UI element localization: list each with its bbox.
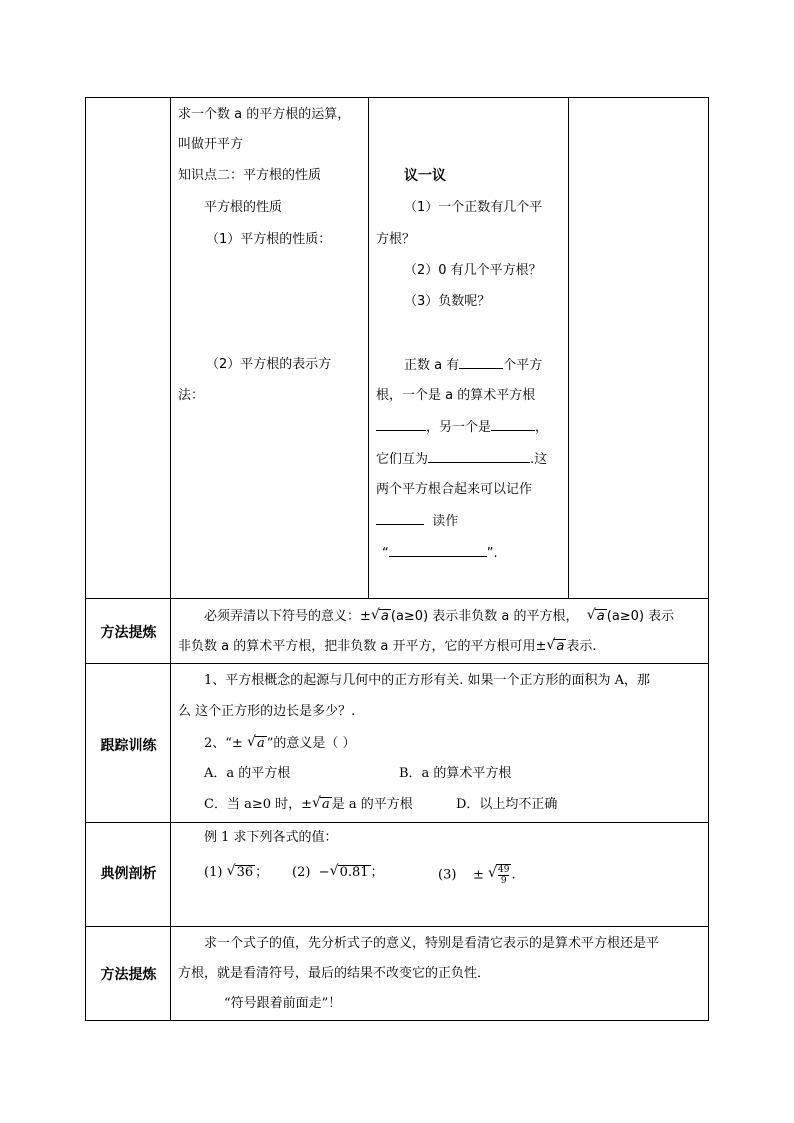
method-text: 必须弄清以下符号的意义：±: [204, 609, 371, 624]
method-line: 方根，就是看清符号，最后的结果不改变它的正负性．: [178, 966, 491, 981]
row-divider-3: [86, 822, 708, 823]
row-divider-2: [86, 663, 708, 664]
sqrt-a: √ a: [586, 607, 605, 624]
example-expr-1: [204, 864, 268, 882]
method-text: (a≥0) 表示: [606, 609, 675, 624]
fill-text: “: [382, 546, 389, 561]
fill-line: [376, 418, 548, 437]
answer-blank[interactable]: [376, 418, 426, 431]
text-line: 法：: [178, 388, 205, 403]
row-divider-4: [86, 926, 708, 927]
fill-text: ，另一个是: [426, 420, 492, 435]
exercise-text: ”的意义是（ ）: [266, 736, 356, 751]
expr-sep: .: [511, 867, 516, 883]
fill-text: .这: [530, 452, 548, 467]
question: 方根？: [376, 232, 416, 247]
fill-line: [404, 356, 542, 375]
option-text: 是 a 的平方根: [331, 797, 413, 812]
method-text: 表示.: [566, 639, 597, 654]
exercise-line: 么 这个正方形的边长是多少？.: [178, 704, 356, 719]
method-line: [204, 608, 674, 626]
option-b[interactable]: B．a 的算术平方根: [399, 766, 512, 781]
row-label-tracking: 跟踪训练: [100, 738, 157, 754]
question: （3）负数呢？: [404, 294, 491, 309]
sqrt-value: √ 36: [226, 863, 254, 880]
fill-line: [376, 512, 458, 531]
expr-index: (3): [438, 867, 457, 883]
answer-blank[interactable]: [389, 544, 487, 557]
fill-line: 两个平方根合起来可以记作: [376, 482, 533, 497]
method-text: (a≥0) 表示非负数 a 的平方根，: [390, 609, 579, 624]
example-expr-3: [438, 864, 516, 886]
fill-text: 它们互为: [376, 452, 429, 467]
lesson-table: [85, 97, 709, 1021]
row-label-example: 典例剖析: [100, 866, 157, 882]
text-line: （1）平方根的性质：: [206, 232, 332, 247]
text-line: 平方根的性质: [204, 200, 283, 215]
method-line: 求一个式子的值，先分析式子的意义，特别是看清它表示的是算术平方根还是平: [204, 936, 660, 951]
fill-line: 根，一个是 a 的算术平方根: [376, 388, 536, 403]
text-line: 知识点二：平方根的性质: [178, 168, 322, 183]
expr-sep: ；: [255, 865, 269, 880]
exercise-line: [204, 735, 356, 753]
row-divider-1: [86, 598, 708, 599]
col-divider-2: [368, 98, 369, 598]
method-line: [178, 638, 596, 656]
sqrt-value: √ 0.81: [329, 863, 369, 880]
discussion-heading: 议一议: [404, 168, 446, 184]
fill-text: 正数 a 有: [404, 358, 460, 373]
fill-line: [376, 450, 547, 469]
row-label-method-2: 方法提炼: [100, 967, 157, 983]
fill-text: 读作: [432, 514, 459, 529]
exercise-line: 1、平方根概念的起源与几何中的正方形有关. 如果一个正方形的面积为 A，那: [204, 673, 651, 688]
fill-text: ，: [535, 420, 549, 435]
sqrt-a: √ a: [370, 607, 389, 624]
minus-sign: −: [318, 865, 330, 880]
option-text: C．当 a≥0 时，±: [204, 797, 313, 812]
option-d[interactable]: D．以上均不正确: [456, 797, 558, 812]
row-label-method: 方法提炼: [100, 625, 157, 641]
sqrt-a: √ a: [546, 637, 565, 654]
expr-index: (2): [292, 865, 311, 880]
text-line: （2）平方根的表示方: [206, 357, 332, 372]
method-motto: “符号跟着前面走”！: [224, 996, 342, 1011]
expr-index: (1): [204, 865, 223, 880]
sqrt-a: √ a: [246, 734, 265, 751]
text-line: 求一个数 a 的平方根的运算，: [178, 107, 351, 122]
question: （2）0 有几个平方根？: [404, 263, 542, 278]
col-divider-3: [568, 98, 569, 598]
expr-sep: ；: [370, 865, 384, 880]
question: （1）一个正数有几个平: [404, 200, 543, 215]
answer-blank[interactable]: [376, 512, 424, 525]
example-title: 例 1 求下列各式的值：: [204, 830, 338, 845]
fill-text: ”.: [486, 546, 498, 561]
method-text: 非负数 a 的算术平方根，把非负数 a 开平方，它的平方根可用±: [178, 639, 547, 654]
answer-blank[interactable]: [459, 356, 503, 369]
option-a[interactable]: A．a 的平方根: [204, 766, 291, 781]
text-line: 叫做开平方: [178, 137, 244, 152]
option-c[interactable]: [204, 796, 413, 814]
sqrt-a: √ a: [312, 795, 330, 812]
pm-sign: ±: [472, 867, 484, 883]
exercise-text: 2、“±: [204, 736, 243, 751]
example-expr-2: [292, 864, 384, 882]
fill-text: 个平方: [503, 358, 543, 373]
answer-blank[interactable]: [428, 450, 530, 463]
answer-blank[interactable]: [491, 418, 535, 431]
fill-line: [382, 544, 498, 563]
sqrt-fraction: √ $\frac{49}{9}$: [488, 865, 510, 886]
